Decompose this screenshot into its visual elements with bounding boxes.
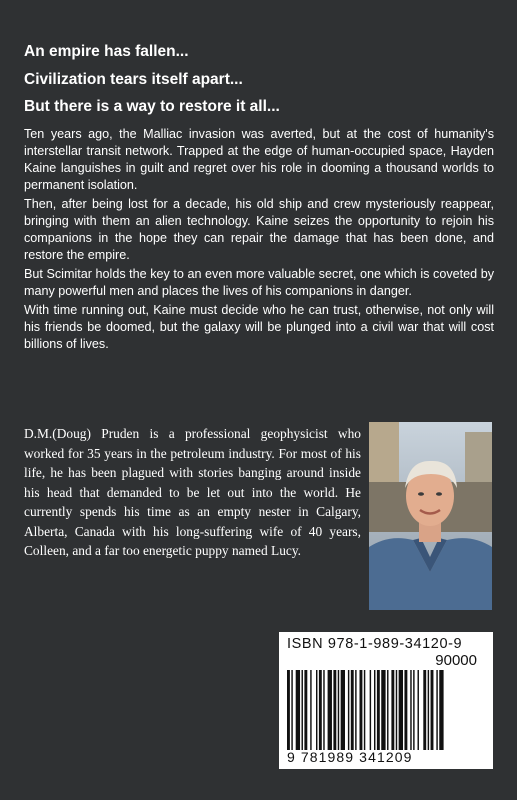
barcode-bar bbox=[304, 670, 307, 750]
barcode-bar bbox=[404, 670, 407, 750]
barcode-bar bbox=[291, 670, 292, 750]
barcode-bar bbox=[391, 670, 394, 750]
tagline-civilization: Civilization tears itself apart... bbox=[24, 71, 243, 88]
author-bio: D.M.(Doug) Pruden is a professional geophysicist who worked for 35 years in the petroleum industry. For most of his life, he has been plagued with stories banging around inside his head that demanded to be let out into the world. He currently spends his time as an empty nester in Calgary, Alberta, Canada with his long-suffering wife of 40 years, Colleen, and a far too energetic puppy named Lucy. bbox=[24, 426, 361, 558]
barcode-bar bbox=[370, 670, 371, 750]
barcode-bar bbox=[319, 670, 322, 750]
barcode-bar bbox=[377, 670, 380, 750]
tagline-empire-fallen: An empire has fallen... bbox=[24, 43, 189, 60]
barcode-digits: 9 781989 341209 bbox=[287, 749, 413, 765]
barcode-bar bbox=[381, 670, 385, 750]
tagline-restore: But there is a way to restore it all... bbox=[24, 98, 280, 115]
barcode-bar bbox=[413, 670, 414, 750]
barcode-bar bbox=[387, 670, 388, 750]
blurb-paragraph-3: But Scimitar holds the key to an even more valuable secret, one which is coveted by many powerful men and places the lives of his companions in danger. bbox=[24, 267, 494, 298]
barcode-bar bbox=[341, 670, 345, 750]
barcode-bar bbox=[296, 670, 300, 750]
barcode-bar bbox=[374, 670, 375, 750]
barcode-bar bbox=[287, 670, 290, 750]
barcode-bar bbox=[310, 670, 311, 750]
barcode-bar bbox=[328, 670, 332, 750]
barcode-price-code: 90000 bbox=[435, 652, 477, 669]
barcode-bar bbox=[323, 670, 324, 750]
barcode-bar bbox=[355, 670, 356, 750]
barcode-bar bbox=[399, 670, 403, 750]
isbn-label: ISBN 978-1-989-34120-9 bbox=[287, 636, 463, 652]
author-photo bbox=[369, 422, 492, 610]
barcode-bar bbox=[428, 670, 429, 750]
barcode-bar bbox=[410, 670, 411, 750]
barcode-bar bbox=[396, 670, 397, 750]
barcode-bar bbox=[351, 670, 354, 750]
barcode-bar bbox=[436, 670, 437, 750]
barcode-bar bbox=[333, 670, 336, 750]
barcode-bar bbox=[418, 670, 419, 750]
barcode-bar bbox=[364, 670, 365, 750]
barcode-bar bbox=[439, 670, 443, 750]
blurb-paragraph-4: With time running out, Kaine must decide who he can trust, otherwise, not only will his friends be doomed, but the galaxy will be plunged into a civil war that will cost billions of lives. bbox=[24, 303, 494, 351]
barcode-bar bbox=[431, 670, 434, 750]
barcode-bar bbox=[423, 670, 426, 750]
barcode-bar bbox=[338, 670, 339, 750]
barcode-bars bbox=[287, 670, 485, 750]
barcode-bar bbox=[360, 670, 363, 750]
isbn-barcode bbox=[279, 632, 493, 769]
barcode-bar bbox=[316, 670, 317, 750]
blurb-paragraph-2: Then, after being lost for a decade, his old ship and crew mysteriously reappear, bringing with them an alien technology. Kaine seizes the opportunity to rejoin his companions in the hope they can repair the damage that has been done, and restore the empire. bbox=[24, 197, 494, 262]
blurb-paragraph-1: Ten years ago, the Malliac invasion was averted, but at the cost of humanity's interstellar transit network. Trapped at the edge of human-occupied space, Hayden Kaine languishes in guilt and regret over his role in dooming a thousand worlds to permanent isolation. bbox=[24, 127, 494, 192]
barcode-bar bbox=[348, 670, 349, 750]
barcode-bar bbox=[302, 670, 303, 750]
author-portrait-image bbox=[369, 422, 492, 610]
